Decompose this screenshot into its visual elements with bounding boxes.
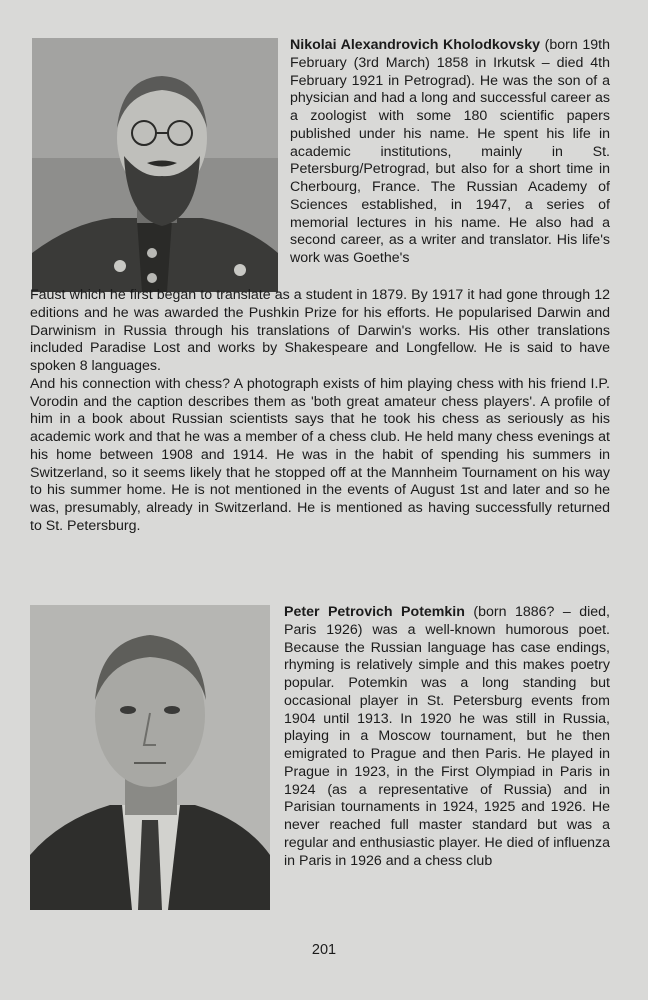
name-kholodkovsky: Nikolai Alexandrovich Kholodkovsky (290, 37, 540, 53)
bio-potemkin (284, 604, 610, 870)
bio-kholodkovsky-paragraph-2: And his connection with chess? A photograph exists of him playing chess with his friend I.P. Vorodin and the caption describes them as 'both great amateur chess players'. A profile of him in a book about Russian scientists says that he took his chess as seriously as his academic work and that he was a member of a chess club. He held many chess evenings at his home between 1908 and 1914. He was in the habit of spending his summers in Switzerland, so it seems likely that he stopped off at the Mannheim Tournament on his way to his summer home. He is not mentioned in the events of August 1st and later and so he was, presumably, already in Switzerland. He is mentioned as having successfully returned to St. Petersburg. (30, 375, 610, 534)
bio-potemkin-text: (born 1886? – died, Paris 1926) was a well-known humorous poet. Because the Russian language has case endings, rhyming is relatively simple and this makes poetry popular. Potemkin was a long standing but occasional player in St. Petersburg events from 1904 until 1913. In 1920 he was still in Russia, playing in a Moscow tournament, but he then emigrated to Prague and then Paris. He played in Prague in 1923, in the First Olympiad in Paris in 1924 (as a representative of Russia) and in Parisian tournaments in 1924, 1925 and 1926. He never reached full master standard but was a regular and enthusiastic player. He died of influenza in Paris in 1926 and a chess club (284, 604, 610, 869)
name-potemkin: Peter Petrovich Potemkin (284, 604, 465, 620)
bio-kholodkovsky-wrap-text: (born 19th February (3rd March) 1858 in Irkutsk – died 4th February 1921 in Petrograd). He was the son of a physician and had a long and successful career as a zoologist with some 180 scientific papers published under his name. He spent his life in academic institutions, mainly in St. Petersburg/Petrograd, but also for a short time in Cherbourg, France. The Russian Academy of Sciences established, in 1947, a series of memorial lectures in his name. He also had a second career, as a writer and translator. His life's work was Goethe's (290, 37, 610, 266)
portrait-potemkin (30, 605, 270, 910)
bio-kholodkovsky-body (30, 287, 610, 536)
portrait-kholodkovsky (32, 38, 278, 292)
page-number: 201 (311, 942, 337, 958)
bio-kholodkovsky-intro (290, 37, 610, 268)
bio-kholodkovsky-paragraph-1: Faust which he first began to translate as a student in 1879. By 1917 it had gone through 12 editions and he was awarded the Pushkin Prize for his efforts. He popularised Darwin and Darwinism in Russia through his translations of Darwin's works. His other translations included Paradise Lost and works by Shakespeare and Longfellow. He is said to have spoken 8 languages. (30, 287, 610, 374)
